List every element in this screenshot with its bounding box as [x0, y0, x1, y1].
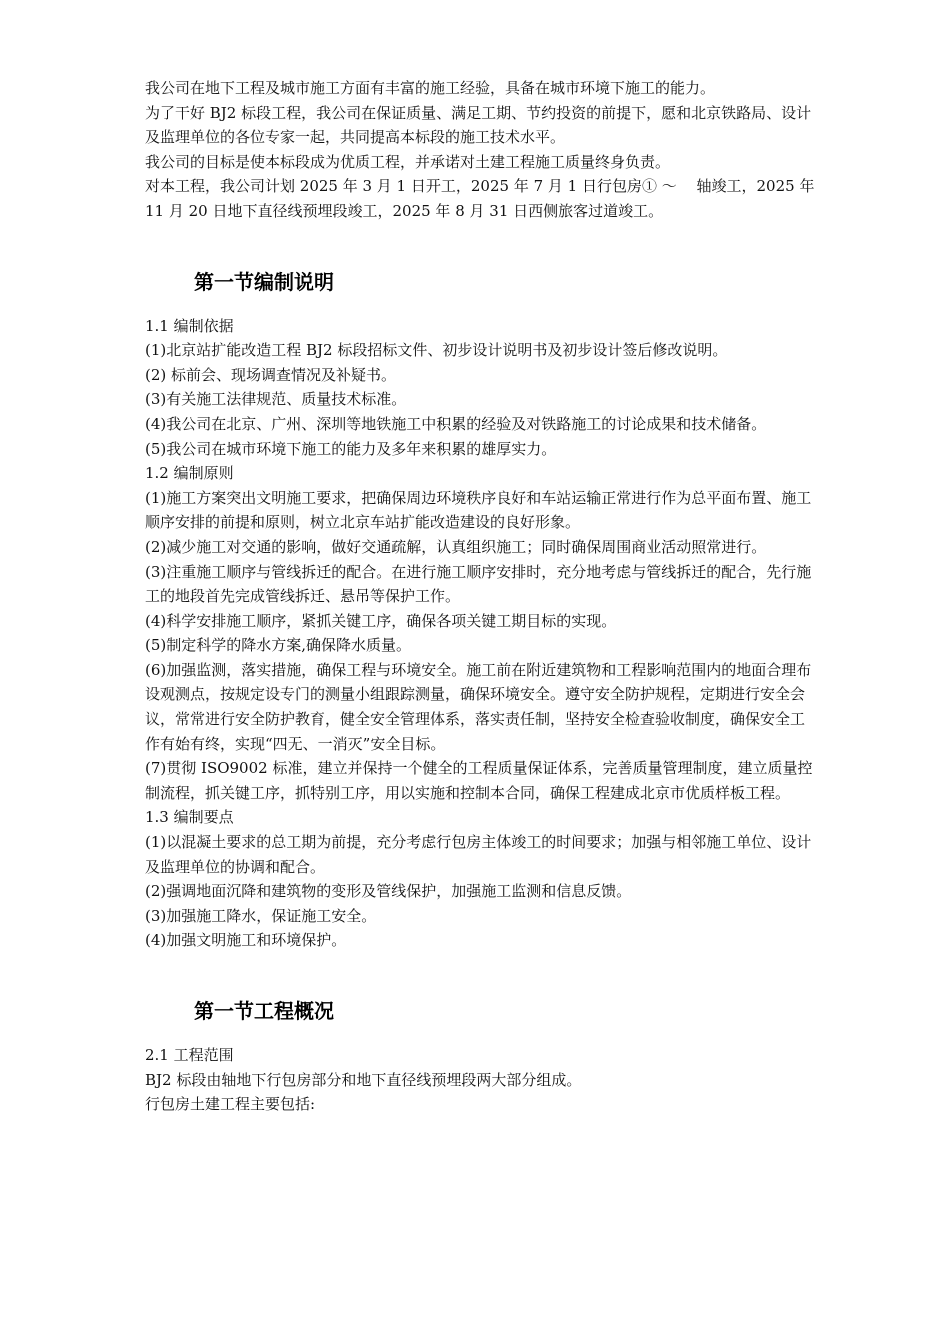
list-item: (7)贯彻 ISO9002 标准，建立并保持一个健全的工程质量保证体系，完善质量管理制度，建立质量控制流程，抓关键工序，抓特别工序，用以实施和控制本合同，确保工程建成北京市优质样板工程。	[145, 759, 813, 802]
list-item: (2)减少施工对交通的影响，做好交通疏解，认真组织施工；同时确保周围商业活动照常进行。	[145, 537, 767, 556]
list-item: (4)我公司在北京、广州、深圳等地铁施工中积累的经验及对铁路施工的讨论成果和技术储备。	[145, 414, 767, 433]
list-item: (1)施工方案突出文明施工要求，把确保周边环境秩序良好和车站运输正常进行作为总平面布置、施工顺序安排的前提和原则，树立北京车站扩能改造建设的良好形象。	[145, 488, 812, 532]
list-item: (5)我公司在城市环境下施工的能力及多年来积累的雄厚实力。	[145, 439, 557, 458]
intro-paragraph: 为了干好 BJ2 标段工程，我公司在保证质量、满足工期、节约投资的前提下，愿和北京铁路局、设计及监理单位的各位专家一起，共同提高本标段的施工技术水平。	[145, 103, 812, 147]
list-item: (2)强调地面沉降和建筑物的变形及管线保护，加强施工监测和信息反馈。	[145, 882, 632, 901]
body-line: 行包房土建工程主要包括:	[145, 1095, 316, 1114]
intro-paragraph: 我公司在地下工程及城市施工方面有丰富的施工经验，具备在城市环境下施工的能力。	[145, 79, 716, 97]
list-item: (3)有关施工法律规范、质量技术标准。	[145, 390, 407, 409]
list-item: (6)加强监测，落实措施，确保工程与环境安全。施工前在附近建筑物和工程影响范围内的地面合理布设观测点，按规定设专门的测量小组跟踪测量，确保环境安全。遵守安全防护规程，定期进行安全会议，常常进行安全防护教育，健全安全管理体系，落实责任制，坚持安全检查验收制度，确保安全工作有始有终，实现“四无、一消灭”安全目标。	[145, 660, 812, 753]
list-item: (2) 标前会、现场调查情况及补疑书。	[145, 365, 397, 384]
body-line: BJ2 标段由轴地下行包房部分和地下直径线预埋段两大部分组成。	[145, 1070, 582, 1089]
list-item: (4)加强文明施工和环境保护。	[145, 931, 347, 950]
list-item: (1)北京站扩能改造工程 BJ2 标段招标文件、初步设计说明书及初步设计签后修改说明。	[145, 341, 728, 360]
subsection-title: 1.2 编制原则	[145, 464, 234, 483]
section-heading-2: 第一节工程概况	[194, 999, 334, 1023]
document-page	[145, 76, 815, 1117]
section-heading-1: 第一节编制说明	[194, 269, 334, 294]
list-item: (3)注重施工顺序与管线拆迁的配合。在进行施工顺序安排时，充分地考虑与管线拆迁的配合，先行施工的地段首先完成管线拆迁、悬吊等保护工作。	[145, 562, 812, 606]
list-item: (4)科学安排施工顺序，紧抓关键工序，确保各项关键工期目标的实现。	[145, 611, 617, 630]
subsection-title: 1.1 编制依据	[145, 316, 234, 335]
list-item: (1)以混凝土要求的总工期为前提，充分考虑行包房主体竣工的时间要求；加强与相邻施工单位、设计及监理单位的协调和配合。	[145, 833, 812, 876]
intro-paragraph: 我公司的目标是使本标段成为优质工程，并承诺对土建工程施工质量终身负责。	[145, 152, 671, 171]
list-item: (3)加强施工降水，保证施工安全。	[145, 906, 377, 925]
intro-paragraph: 对本工程，我公司计划 2025 年 3 月 1 日开工，2025 年 7 月 1 日行包房① ～ 轴竣工，2025 年 11 月 20 日地下直径线预埋段竣工，2025 年 8 月 31 日西侧旅客过道竣工。	[145, 177, 815, 220]
subsection-title: 2.1 工程范围	[145, 1046, 234, 1064]
list-item: (5)制定科学的降水方案,确保降水质量。	[145, 636, 412, 655]
subsection-title: 1.3 编制要点	[145, 808, 234, 827]
